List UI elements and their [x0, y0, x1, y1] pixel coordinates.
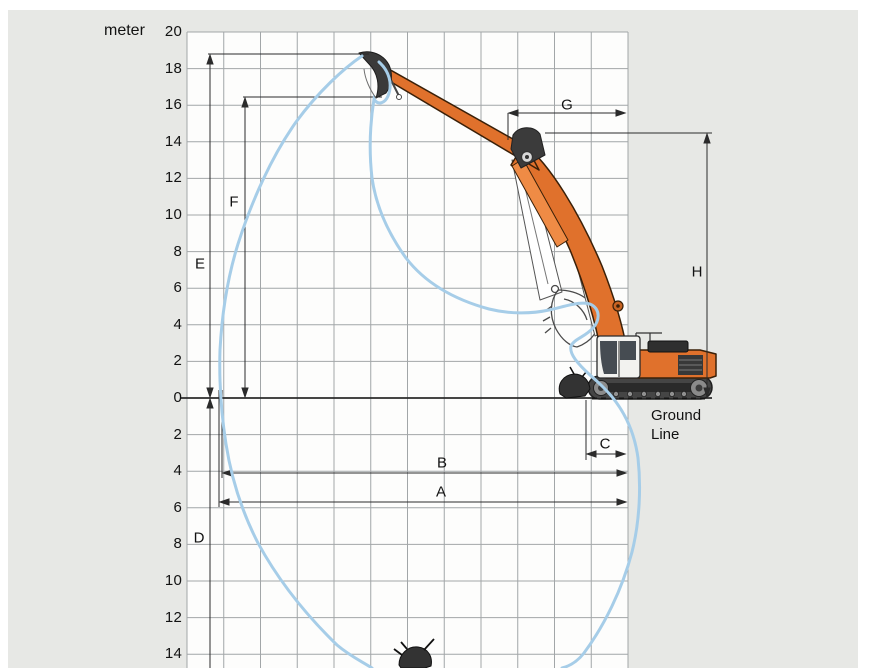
y-axis-tick-label: 10 [164, 206, 182, 224]
bucket-link-pin [397, 95, 402, 100]
dim-A-line [219, 390, 626, 507]
cab [597, 336, 640, 378]
y-axis-tick-label: 10 [164, 572, 182, 590]
y-axis-tick-label: 2 [173, 352, 182, 370]
y-axis-tick-label: 6 [173, 498, 182, 516]
dim-label-d: D [193, 529, 205, 547]
engine-block [648, 341, 688, 352]
y-axis-tick-label: 12 [164, 169, 182, 187]
working-envelope [220, 56, 640, 668]
y-axis-tick-label: 4 [173, 462, 182, 480]
working-envelope-outer-curve [220, 56, 372, 668]
grid-lines [187, 32, 628, 668]
y-axis-tick-label: 8 [173, 535, 182, 553]
dim-label-a: A [435, 483, 447, 501]
tracks [588, 376, 712, 399]
y-axis-tick-label: 12 [164, 608, 182, 626]
ground-line-label-line1: Ground [651, 407, 702, 424]
axis-unit-label: meter [104, 22, 145, 39]
y-axis-tick-label: 6 [173, 279, 182, 297]
dim-D-line [207, 399, 213, 668]
y-axis-tick-label: 14 [164, 132, 182, 150]
dim-label-c: C [599, 435, 611, 453]
dim-label-g: G [561, 96, 573, 114]
dim-label-f: F [229, 193, 239, 211]
y-axis-tick-label: 16 [164, 96, 182, 114]
dim-label-b: B [436, 454, 448, 472]
dim-label-h: H [691, 263, 703, 281]
y-axis-tick-label: 0 [173, 389, 182, 407]
y-axis-tick-label: 20 [164, 23, 182, 41]
bucket-top-detail [364, 69, 376, 98]
y-axis-tick-label: 4 [173, 315, 182, 333]
bucket-depth [394, 639, 434, 668]
arm-pivot-center [525, 155, 529, 159]
dim-label-e: E [194, 255, 206, 273]
ground-line-label-line2: Line [651, 426, 680, 443]
y-axis-tick-label: 14 [164, 645, 182, 663]
dim-B-line [222, 390, 626, 478]
y-axis-tick-label: 18 [164, 59, 182, 77]
excavator-illustration [359, 52, 716, 668]
ground-line-label [651, 406, 701, 444]
y-axis-tick-label: 8 [173, 242, 182, 260]
boom-pin-center [616, 304, 620, 308]
y-axis-tick-label: 2 [173, 425, 182, 443]
